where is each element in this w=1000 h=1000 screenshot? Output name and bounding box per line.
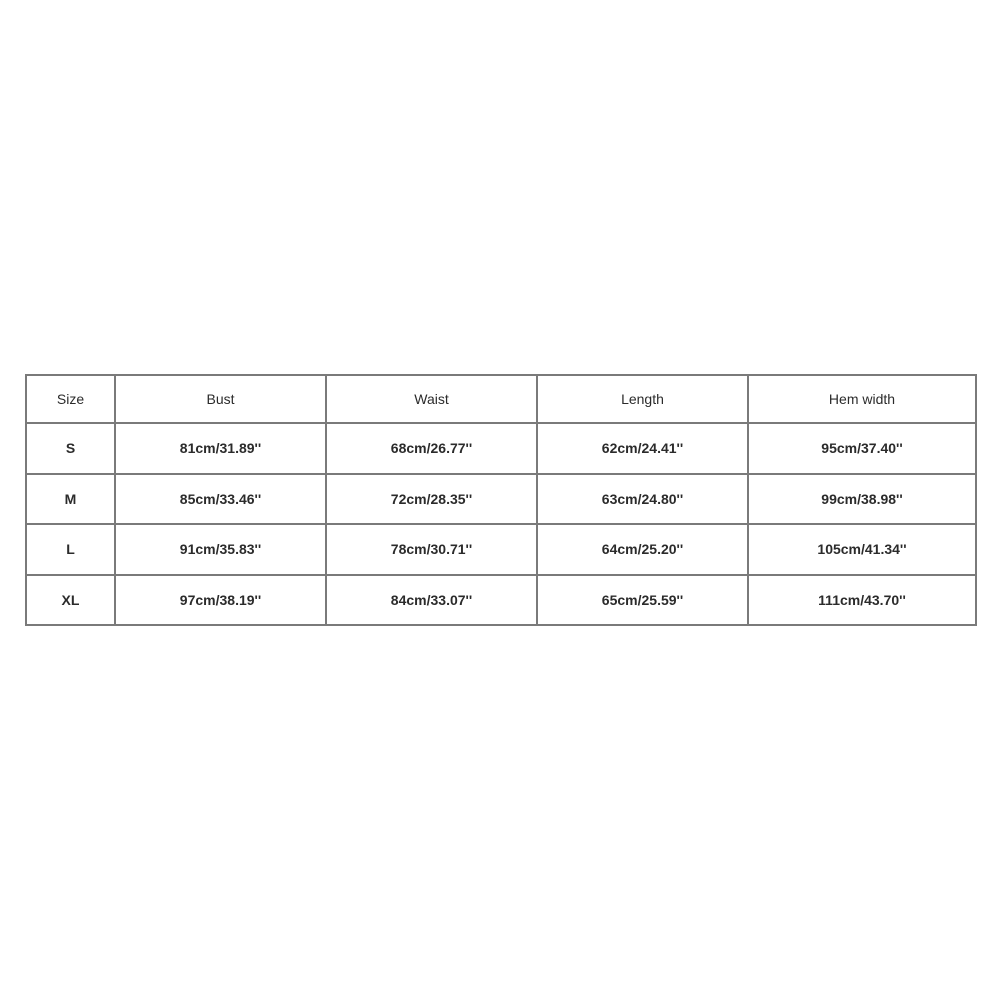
column-header-hem-width: Hem width — [748, 375, 976, 423]
column-header-size: Size — [26, 375, 115, 423]
table-header-row — [26, 375, 976, 423]
bust-cell: 81cm/31.89'' — [115, 423, 326, 474]
table-row — [26, 474, 976, 525]
waist-cell: 68cm/26.77'' — [326, 423, 537, 474]
hem-width-cell: 99cm/38.98'' — [748, 474, 976, 525]
length-cell: 64cm/25.20'' — [537, 524, 748, 575]
size-cell: L — [26, 524, 115, 575]
size-cell: M — [26, 474, 115, 525]
length-cell: 63cm/24.80'' — [537, 474, 748, 525]
column-header-length: Length — [537, 375, 748, 423]
hem-width-cell: 105cm/41.34'' — [748, 524, 976, 575]
table-row — [26, 575, 976, 626]
table-row — [26, 524, 976, 575]
size-cell: S — [26, 423, 115, 474]
table-row — [26, 423, 976, 474]
waist-cell: 72cm/28.35'' — [326, 474, 537, 525]
column-header-bust: Bust — [115, 375, 326, 423]
column-header-waist: Waist — [326, 375, 537, 423]
length-cell: 62cm/24.41'' — [537, 423, 748, 474]
length-cell: 65cm/25.59'' — [537, 575, 748, 626]
size-cell: XL — [26, 575, 115, 626]
bust-cell: 97cm/38.19'' — [115, 575, 326, 626]
bust-cell: 85cm/33.46'' — [115, 474, 326, 525]
hem-width-cell: 95cm/37.40'' — [748, 423, 976, 474]
hem-width-cell: 111cm/43.70'' — [748, 575, 976, 626]
size-chart-table — [25, 374, 977, 626]
waist-cell: 78cm/30.71'' — [326, 524, 537, 575]
waist-cell: 84cm/33.07'' — [326, 575, 537, 626]
bust-cell: 91cm/35.83'' — [115, 524, 326, 575]
